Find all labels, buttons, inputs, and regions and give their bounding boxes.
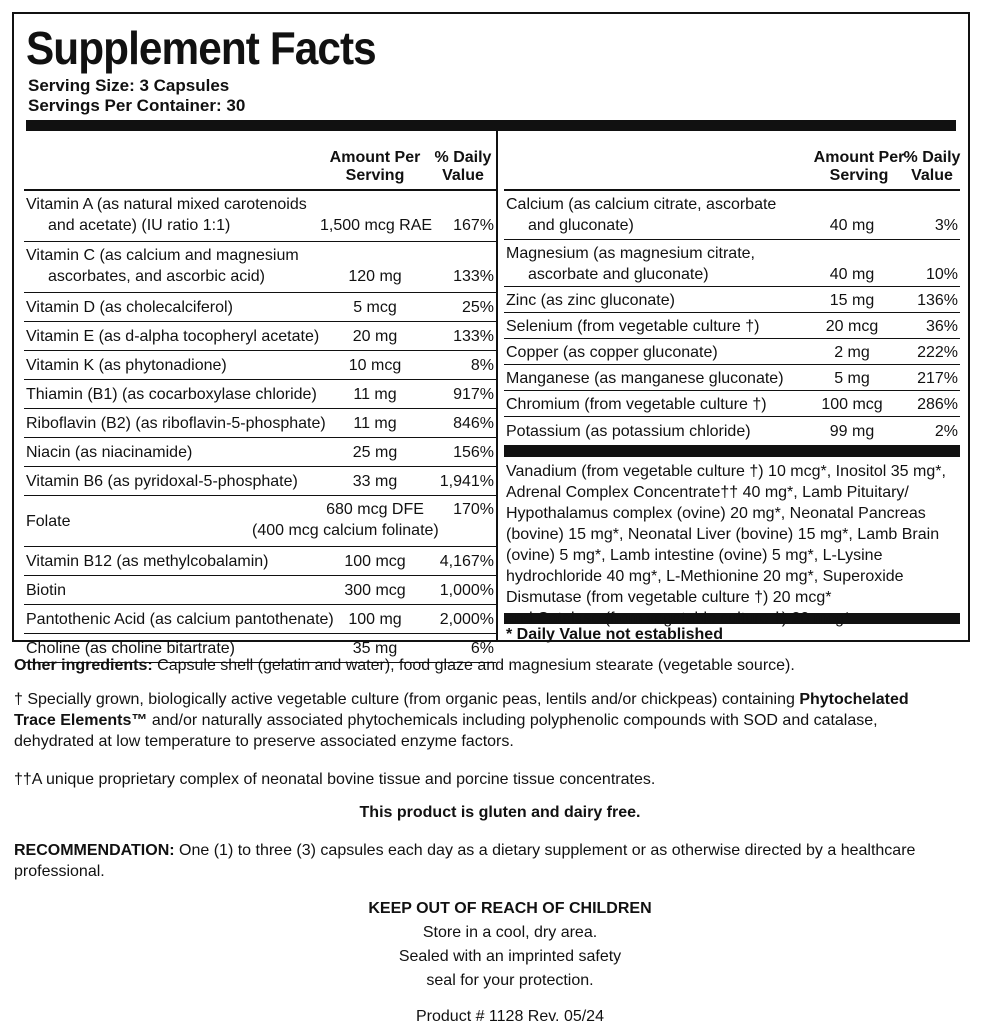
nutrient-daily-value: 286% [917,395,958,413]
nutrient-name [506,290,675,311]
seal-note-line2: seal for your protection. [426,972,594,989]
nutrient-name-line1: Pantothenic Acid (as calcium pantothenate) [26,611,334,628]
nutrient-name-line1: Vitamin B6 (as pyridoxal-5-phosphate) [26,473,298,490]
nutrient-daily-value: 3% [934,217,958,234]
nutrient-name-line1: Calcium (as calcium citrate, ascorbate [506,196,777,213]
nutrient-daily-value: 167% [453,217,494,234]
nutrient-row [504,417,960,446]
nutrient-amount: 20 mg [352,328,398,345]
nutrient-amount: 40 mg [829,266,875,283]
right-nutrient-column [504,131,960,646]
nutrient-daily-value: 217% [917,369,958,387]
dagger-bold-1: Phytochelated [799,691,909,708]
nutrient-amount: 120 mg [348,268,402,285]
nutrient-name [506,243,755,285]
blend-top-rule [504,446,960,457]
proprietary-blend-text [504,457,960,627]
right-nutrient-rows [504,191,960,446]
nutrient-name-line1: Folate [26,513,71,530]
blend-line: Dismutase (from vegetable culture †) 20 mcg* [506,589,832,606]
nutrient-amount: 11 mg [353,386,397,403]
blend-line: Hypothalamus complex (ovine) 20 mg*, Neonatal Pancreas [506,505,926,522]
nutrient-amount: 300 mcg [344,582,406,599]
nutrient-amount: 5 mcg [353,299,397,316]
nutrient-daily-value: 222% [917,343,958,361]
other-ingredients [14,655,974,676]
dagger-footnote [14,689,974,752]
nutrient-name [506,316,759,337]
nutrient-amount: 35 mg [352,640,398,657]
nutrient-amount: 11 mg [353,415,397,432]
nutrient-name [26,413,326,434]
nutrient-name [506,394,767,415]
header-amount-line2: Serving [345,167,405,184]
nutrient-amount: 99 mg [829,423,875,440]
blend-line: (bovine) 15 mg*, Neonatal Liver (bovine) 15 mg*, Lamb Brain [506,526,940,543]
blend-line: Adrenal Complex Concentrate†† 40 mg*, Lamb Pituitary/ [506,484,909,501]
nutrient-daily-value: 133% [453,328,494,345]
column-divider [496,131,498,640]
dagger-bold-2: Trace Elements™ [14,712,148,729]
daily-value-header [432,149,494,185]
nutrient-name-line2: and gluconate) [528,217,634,234]
seal-note-line1: Sealed with an imprinted safety [398,948,622,965]
keep-out-warning: KEEP OUT OF REACH OF CHILDREN [368,900,652,917]
nutrient-daily-value: 4,167% [439,553,494,570]
dagger-text-1: † Specially grown, biologically active vegetable culture (from organic peas, lentils and/or chickpeas) containing [14,691,800,708]
right-column-header [504,131,960,191]
nutrient-daily-value: 25% [461,299,494,316]
nutrient-name-line2: ascorbates, and ascorbic acid) [48,268,265,285]
nutrient-row [24,467,496,496]
header-dv-line1: % Daily [903,149,961,166]
nutrient-name-line2: ascorbate and gluconate) [528,266,709,283]
nutrient-name-line1: Riboflavin (B2) (as riboflavin-5-phosphate) [26,415,326,432]
nutrient-amount: 20 mcg [825,317,879,335]
nutrient-daily-value: 846% [453,415,494,432]
nutrient-name [26,442,192,463]
nutrient-name [26,580,66,601]
header-dv-line1: % Daily [434,149,492,166]
nutrient-row [24,547,496,576]
nutrient-row [24,576,496,605]
header-amount-line1: Amount Per [329,149,421,166]
nutrient-daily-value: 8% [470,357,494,374]
nutrient-row [504,313,960,339]
nutrient-amount: 10 mcg [348,357,402,374]
amount-per-serving-header [320,149,430,185]
nutrient-name-line1: Potassium (as potassium chloride) [506,423,751,440]
nutrient-name-line1: Vitamin D (as cholecalciferol) [26,299,233,316]
servings-per-container: Servings Per Container: 30 [28,96,246,115]
nutrient-name-line1: Niacin (as niacinamide) [26,444,193,461]
nutrient-name [26,326,319,347]
nutrient-name [26,471,298,492]
nutrient-daily-value: 2% [934,423,958,440]
nutrient-row [504,287,960,313]
storage-note: Store in a cool, dry area. [422,924,598,941]
nutrient-name-line1: Chromium (from vegetable culture †) [506,395,767,413]
nutrient-row [24,438,496,467]
nutrient-name [26,194,307,236]
recommendation-label: RECOMMENDATION: [14,842,175,859]
nutrient-daily-value: 1,000% [439,582,494,599]
header-dv-line2: Value [442,167,484,184]
left-column-header [24,131,496,191]
nutrient-name [506,194,776,236]
nutrient-name-line1: Vitamin B12 (as methylcobalamin) [26,553,269,570]
nutrient-name [26,609,334,630]
serving-size: Serving Size: 3 Capsules [28,76,230,95]
nutrient-name-line1: Vitamin C (as calcium and magnesium [26,247,299,264]
nutrient-name [506,368,784,389]
header-amount-line1: Amount Per [813,149,905,166]
recommendation [14,840,974,882]
daily-value-header [902,149,962,185]
dagger-text-3: dehydrated at low temperature to preserve associated enzyme factors. [14,733,514,750]
other-ingredients-text: Capsule shell (gelatin and water), food glaze and magnesium stearate (vegetable source). [152,657,795,674]
nutrient-name-line1: Selenium (from vegetable culture †) [506,317,760,335]
nutrient-daily-value: 133% [453,268,494,285]
nutrient-daily-value: 156% [453,444,494,461]
nutrient-amount: 100 mg [348,611,402,628]
gluten-free-statement: This product is gluten and dairy free. [359,804,641,821]
nutrient-name [506,342,718,363]
nutrient-amount: 33 mg [352,473,398,490]
nutrient-name-line1: Biotin [26,582,67,599]
nutrient-amount: 40 mg [829,217,875,234]
left-nutrient-column [24,131,496,663]
nutrient-row [504,391,960,417]
nutrient-daily-value: 136% [917,291,958,309]
blend-line: and Catalase (from vegetable culture †) 20 mcg* [506,610,851,627]
nutrient-name-line1: Vitamin K (as phytonadione) [26,357,227,374]
nutrient-row [504,339,960,365]
nutrient-daily-value: 1,941% [439,473,494,490]
nutrient-name [26,297,233,318]
nutrient-row [504,240,960,287]
nutrient-row [504,365,960,391]
nutrient-name [506,421,751,442]
nutrient-sub-note: (400 mcg calcium folinate) [252,522,439,539]
nutrient-name [26,551,268,572]
nutrient-name [26,384,317,405]
nutrient-name-line2: and acetate) (IU ratio 1:1) [48,217,231,234]
nutrient-daily-value: 10% [925,266,958,283]
nutrient-daily-value: 917% [453,386,494,403]
nutrient-amount: 2 mg [834,343,870,361]
nutrient-row [24,322,496,351]
nutrient-name-line1: Zinc (as zinc gluconate) [506,291,675,309]
nutrient-name-line1: Manganese (as manganese gluconate) [506,369,784,387]
nutrient-amount: 5 mg [834,369,870,387]
nutrient-row [24,605,496,634]
amount-per-serving-header [804,149,914,185]
nutrient-row [24,409,496,438]
nutrient-name-line1: Vitamin E (as d-alpha tocopheryl acetate) [26,328,320,345]
dagger-text-2: and/or naturally associated phytochemicals including polyphenolic compounds with SOD and catalase, [147,712,878,729]
nutrient-name [26,245,299,287]
recommendation-text-1: One (1) to three (3) capsules each day as a dietary supplement or as otherwise directed by a healthcare [174,842,916,859]
recommendation-text-2: professional. [14,863,105,880]
double-dagger-footnote: ††A unique proprietary complex of neonatal bovine tissue and porcine tissue concentrates. [14,771,656,788]
nutrient-name-line1: Thiamin (B1) (as cocarboxylase chloride) [26,386,317,403]
panel-title: Supplement Facts [26,22,376,74]
nutrient-daily-value: 170% [453,501,494,518]
nutrient-name [26,511,70,532]
header-dv-line2: Value [911,167,953,184]
nutrient-daily-value: 36% [925,317,958,335]
nutrient-row [504,191,960,240]
header-rule [26,120,956,131]
nutrient-amount: 100 mcg [344,553,406,570]
nutrient-name [26,355,227,376]
nutrient-amount: 680 mcg DFE [326,501,424,518]
daily-value-note: * Daily Value not established [506,626,723,643]
nutrient-row [24,351,496,380]
nutrient-row [24,380,496,409]
nutrient-amount: 1,500 mcg RAE [320,217,433,234]
blend-line: Vanadium (from vegetable culture †) 10 mcg*, Inositol 35 mg*, [506,463,946,480]
nutrient-row [24,191,496,242]
nutrient-name-line1: Magnesium (as magnesium citrate, [506,245,755,262]
header-amount-line2: Serving [829,167,889,184]
nutrient-amount: 100 mcg [821,395,883,413]
blend-line: hydrochloride 40 mg*, L-Methionine 20 mg*, Superoxide [506,568,904,585]
other-ingredients-label: Other ingredients: [14,657,153,674]
nutrient-name-line1: Vitamin A (as natural mixed carotenoids [26,196,307,213]
blend-line: (ovine) 5 mg*, Lamb intestine (ovine) 5 mg*, L-Lysine [506,547,883,564]
nutrient-amount: 15 mg [829,291,875,309]
left-nutrient-rows [24,191,496,663]
nutrient-name-line1: Copper (as copper gluconate) [506,343,718,361]
nutrient-row [24,293,496,322]
product-number: Product # 1128 Rev. 05/24 [416,1008,604,1025]
nutrient-row [24,242,496,293]
nutrient-daily-value: 6% [470,640,494,657]
nutrient-name-line1: Choline (as choline bitartrate) [26,640,235,657]
nutrient-amount: 25 mg [352,444,398,461]
nutrient-daily-value: 2,000% [439,611,494,628]
nutrient-row [24,496,496,547]
supplement-facts-panel [12,12,970,657]
